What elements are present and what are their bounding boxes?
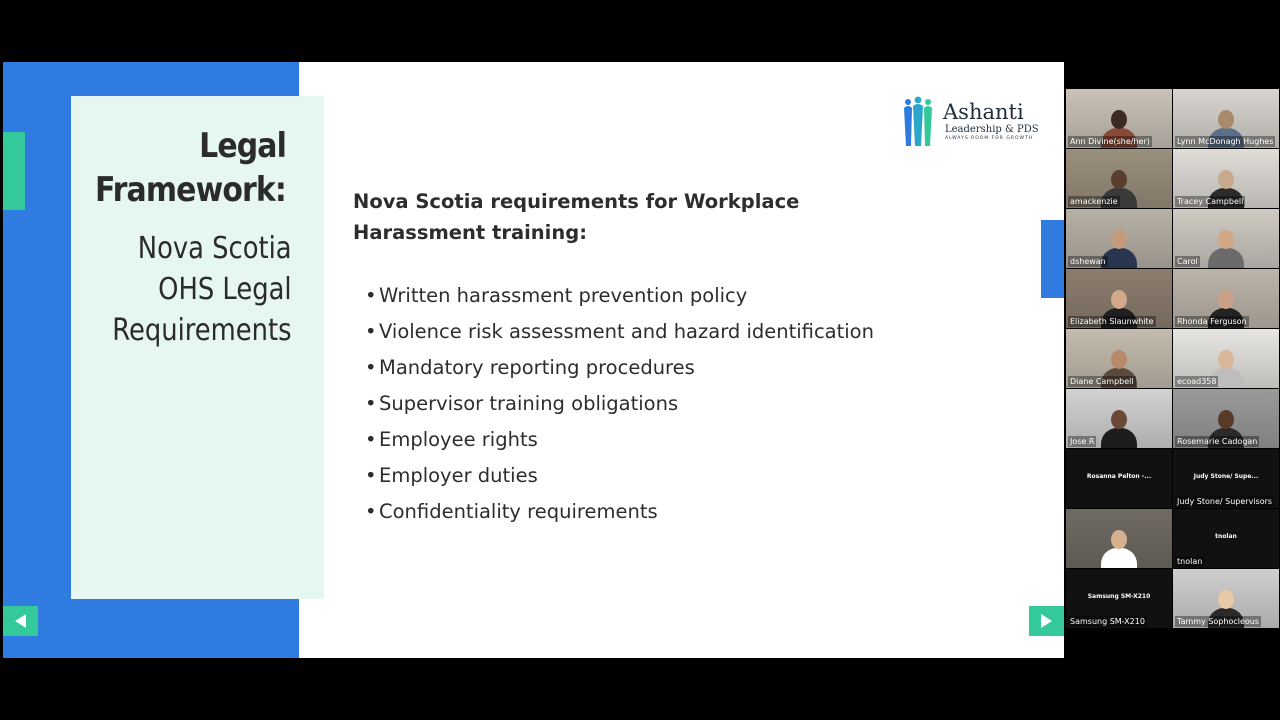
panel-title-line: Legal	[199, 126, 286, 166]
slide-green-accent	[3, 132, 25, 210]
bullet-text: Violence risk assessment and hazard identification	[379, 320, 874, 343]
participant-tile[interactable]	[1173, 389, 1279, 448]
logo-subtitle: Leadership & PDS	[945, 124, 1039, 135]
bullet-item: • Employer duties	[365, 464, 538, 487]
participant-tile[interactable]	[1066, 149, 1172, 208]
participant-name: dshewan	[1070, 257, 1106, 266]
participant-center-name: Judy Stone/ Supe...	[1193, 473, 1259, 480]
arrow-right-icon	[1041, 614, 1052, 628]
logo-name: Ashanti	[943, 100, 1024, 124]
bullet-item: • Employee rights	[365, 428, 538, 451]
participant-tile[interactable]	[1173, 89, 1279, 148]
participant-video-icon	[1099, 526, 1139, 568]
participant-name: Diane Campbell	[1070, 377, 1134, 386]
slide-heading: Nova Scotia requirements for Workplace Harassment training:	[353, 190, 800, 244]
bullet-text: Employer duties	[379, 464, 538, 487]
participant-center-name: Samsung SM-X210	[1087, 593, 1151, 600]
participant-name: Tammy Sophocleous	[1177, 617, 1260, 626]
participant-tile[interactable]	[1066, 209, 1172, 268]
participant-name: ecoad358	[1177, 377, 1217, 386]
bullet-item: • Violence risk assessment and hazard identification	[365, 320, 874, 343]
participant-video-icon	[1206, 226, 1246, 268]
panel-subtitle-line: OHS Legal	[158, 272, 292, 307]
panel-title-line: Framework:	[95, 170, 286, 210]
participant-name: Judy Stone/ Supervisors	[1177, 497, 1273, 506]
participant-tile[interactable]	[1066, 89, 1172, 148]
participant-name: Ann Divine(she/her)	[1070, 137, 1150, 146]
participant-center-name: Rosanna Pelton -...	[1086, 473, 1152, 480]
bullet-item: • Supervisor training obligations	[365, 392, 679, 415]
participant-tile[interactable]	[1173, 149, 1279, 208]
people-logo-icon	[901, 96, 935, 148]
arrow-left-icon	[15, 614, 26, 628]
slide-panel-subtitle	[113, 228, 292, 351]
participant-name: amackenzie	[1070, 197, 1118, 206]
participant-name: Carol	[1177, 257, 1198, 266]
bullet-item: • Written harassment prevention policy	[365, 284, 748, 307]
slide-panel-title	[95, 124, 286, 212]
participant-gallery	[1066, 89, 1280, 629]
next-slide-button[interactable]	[1029, 606, 1064, 636]
participant-tile[interactable]	[1066, 389, 1172, 448]
participant-tile[interactable]	[1173, 449, 1279, 508]
participant-tile[interactable]	[1173, 569, 1279, 628]
panel-subtitle-line: Requirements	[112, 313, 292, 348]
bullet-text: Written harassment prevention policy	[379, 284, 748, 307]
prev-slide-button[interactable]	[3, 606, 38, 636]
bullet-item: • Confidentiality requirements	[365, 500, 658, 523]
presentation-slide	[3, 62, 1064, 658]
participant-name: Lynn McDonagh Hughes	[1177, 137, 1274, 146]
participant-name: Jose R	[1070, 437, 1095, 446]
participant-tile[interactable]	[1066, 329, 1172, 388]
participant-tile[interactable]	[1173, 509, 1279, 568]
panel-subtitle-line: Nova Scotia	[138, 231, 292, 266]
participant-tile[interactable]	[1173, 209, 1279, 268]
bullet-text: Supervisor training obligations	[379, 392, 679, 415]
participant-tile[interactable]	[1066, 269, 1172, 328]
logo-tagline: ALWAYS ROOM FOR GROWTH	[945, 136, 1034, 141]
participant-tile[interactable]	[1173, 329, 1279, 388]
slide-blue-accent	[1041, 220, 1064, 298]
participant-center-name: tnolan	[1215, 533, 1237, 540]
bullet-item: • Mandatory reporting procedures	[365, 356, 695, 379]
bullet-text: Employee rights	[379, 428, 538, 451]
participant-name: Elizabeth Slaunwhite	[1070, 317, 1154, 326]
participant-name: Rosemarie Cadogan	[1177, 437, 1258, 446]
participant-name: Tracey Campbell	[1177, 197, 1244, 206]
participant-name: Rhonda Ferguson	[1177, 317, 1247, 326]
slide-title-panel	[71, 96, 324, 599]
participant-tile[interactable]	[1066, 569, 1172, 628]
participant-tile[interactable]	[1173, 269, 1279, 328]
participant-name: Samsung SM-X210	[1070, 617, 1145, 626]
bullet-text: Mandatory reporting procedures	[379, 356, 695, 379]
participant-video-icon	[1099, 406, 1139, 448]
participant-tile[interactable]	[1066, 509, 1172, 568]
slide-bullet-list	[365, 278, 874, 530]
participant-tile[interactable]	[1066, 449, 1172, 508]
participant-name: tnolan	[1177, 557, 1203, 566]
bullet-text: Confidentiality requirements	[379, 500, 658, 523]
ashanti-logo	[897, 94, 1037, 149]
